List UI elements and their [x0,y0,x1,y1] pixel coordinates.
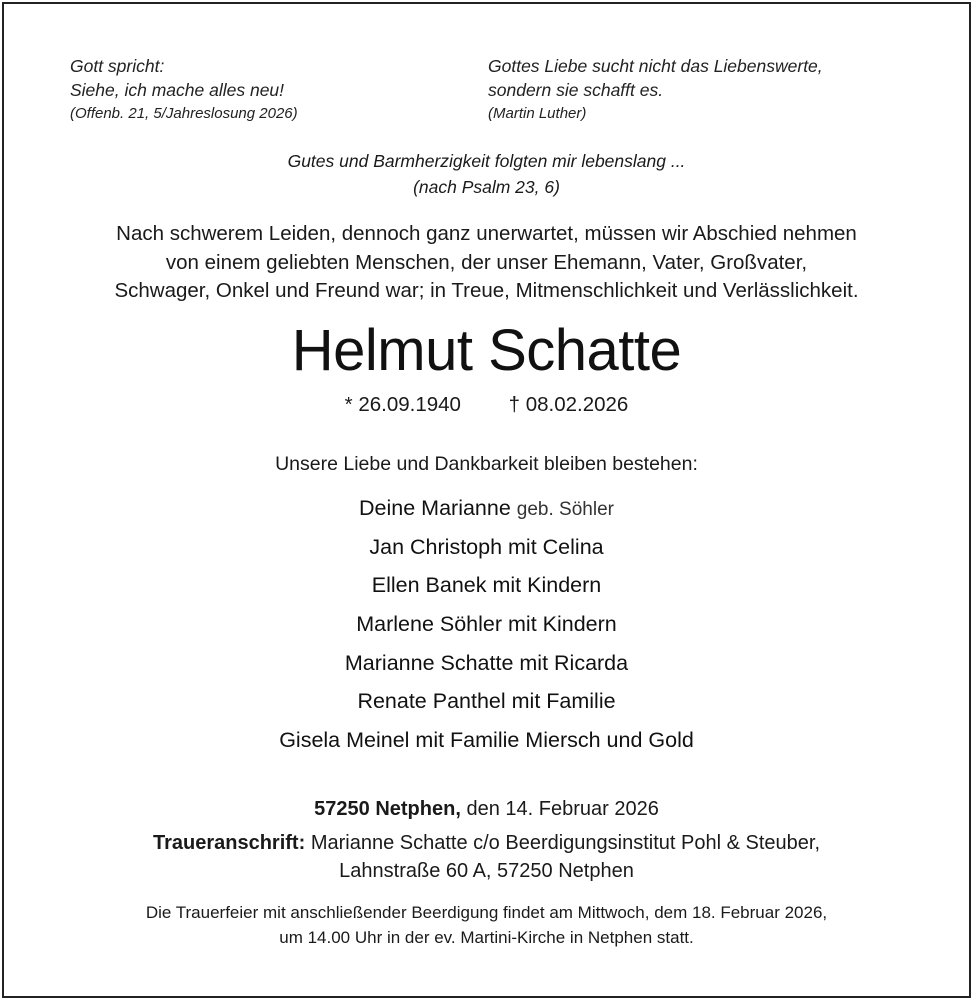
mourner-spouse [0,489,973,528]
life-dates [0,391,973,419]
mourner: Gisela Meinel mit Familie Miersch und Gold [279,728,694,753]
quote-line: Siehe, ich mache alles neu! [70,80,285,100]
maiden-name: geb. Söhler [516,499,614,520]
mourning-address [0,829,973,885]
mourner: Ellen Banek mit Kindern [371,573,602,598]
psalm-line: Gutes und Barmherzigkeit folgten mir lebenslang ... [287,151,686,171]
mourners-list [0,489,973,760]
quote-line: Gottes Liebe sucht nicht das Liebenswerte, [488,56,823,76]
mourners-heading: Unsere Liebe und Dankbarkeit bleiben bestehen: [275,453,698,475]
ceremony-line: Die Trauerfeier mit anschließender Beerdigung findet am Mittwoch, dem 18. Februar 2026, [145,903,828,922]
place-date [0,795,973,823]
mourner: Marlene Söhler mit Kindern [356,612,617,637]
intro-line: Schwager, Onkel und Freund war; in Treue, Mitmenschlichkeit und Verlässlichkeit. [114,279,859,302]
intro-line: von einem geliebten Menschen, der unser Ehemann, Vater, Großvater, [165,250,808,274]
mourner-name: Deine Marianne [359,496,511,520]
date: den 14. Februar 2026 [466,798,659,820]
luther-quote [488,54,823,126]
mourner: Renate Panthel mit Familie [357,689,616,714]
intro-line: Nach schwerem Leiden, dennoch ganz unerwartet, müssen wir Abschied nehmen [116,222,857,245]
deceased-name: Helmut Schatte [291,318,682,383]
address-line: Lahnstraße 60 A, 57250 Netphen [339,860,634,882]
mourner: Jan Christoph mit Celina [369,534,604,559]
intro-text [0,220,973,306]
psalm-source: (nach Psalm 23, 6) [413,177,560,197]
quote-source: (Martin Luther) [488,105,587,122]
place: 57250 Netphen, [314,798,461,820]
birth-date: * 26.09.1940 [344,393,461,416]
ceremony-line: um 14.00 Uhr in der ev. Martini-Kirche in Netphen statt. [279,928,694,947]
ceremony-info [0,900,973,950]
quote-line: Gott spricht: [70,56,165,76]
address-line: Marianne Schatte c/o Beerdigungsinstitut Pohl & Steuber, [310,832,821,854]
quote-line: sondern sie schafft es. [488,80,664,100]
mourner: Marianne Schatte mit Ricarda [344,650,629,675]
address-label: Traueranschrift: [152,832,306,854]
bible-quote [70,54,298,126]
quote-source: (Offenb. 21, 5/Jahreslosung 2026) [70,105,298,122]
death-date: † 08.02.2026 [508,393,629,416]
psalm-quote [0,148,973,200]
